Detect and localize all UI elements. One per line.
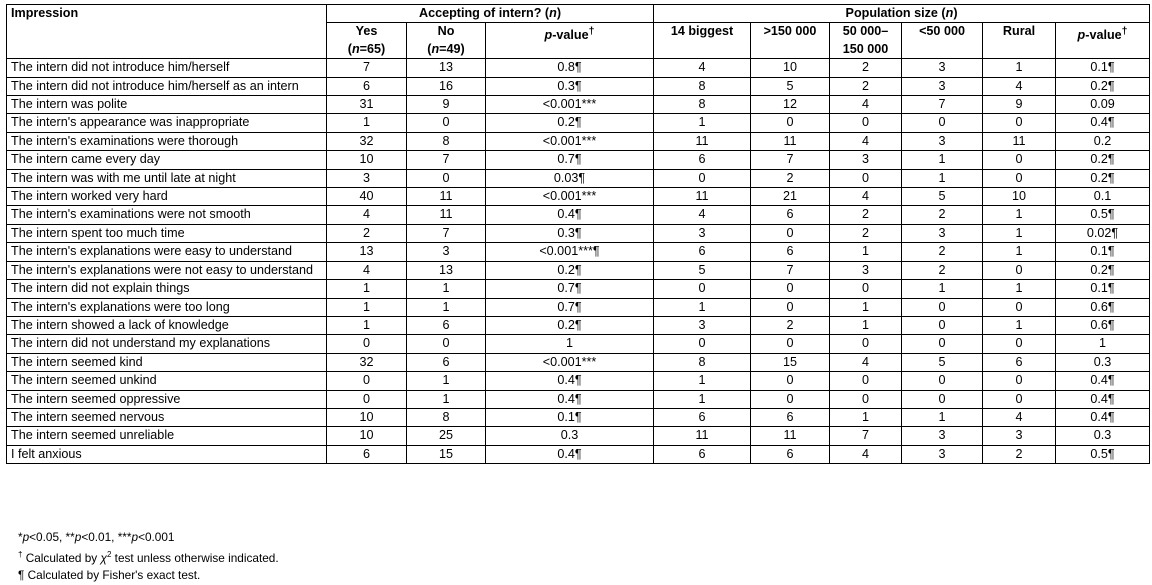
- value-cell: 0: [983, 372, 1056, 390]
- impression-cell: The intern's examinations were thorough: [7, 132, 327, 150]
- value-cell: 3: [902, 427, 983, 445]
- value-cell: 10: [327, 427, 407, 445]
- value-cell: 1: [407, 298, 486, 316]
- value-cell: 3: [902, 59, 983, 77]
- value-cell: 0: [983, 151, 1056, 169]
- value-cell: 4: [830, 353, 902, 371]
- value-cell: 25: [407, 427, 486, 445]
- value-cell: 0: [902, 298, 983, 316]
- value-cell: 6: [751, 206, 830, 224]
- footnotes: [18, 529, 279, 585]
- value-cell: 1: [654, 372, 751, 390]
- value-cell: 0: [830, 114, 902, 132]
- value-cell: 2: [830, 206, 902, 224]
- value-cell: <0.001***: [486, 188, 654, 206]
- impression-cell: The intern did not explain things: [7, 280, 327, 298]
- value-cell: 2: [830, 77, 902, 95]
- value-cell: 0.02¶: [1056, 224, 1150, 242]
- value-cell: 15: [407, 445, 486, 463]
- table-row: [7, 96, 1150, 114]
- table-row: [7, 114, 1150, 132]
- value-cell: 0: [983, 114, 1056, 132]
- value-cell: 1: [486, 335, 654, 353]
- value-cell: 0.4¶: [1056, 114, 1150, 132]
- value-cell: 2: [902, 243, 983, 261]
- value-cell: 6: [654, 243, 751, 261]
- value-cell: 11: [654, 427, 751, 445]
- value-cell: 1: [902, 151, 983, 169]
- value-cell: 10: [327, 151, 407, 169]
- footnote-significance: *p<0.05, **p<0.01, ***p<0.001: [18, 530, 175, 544]
- value-cell: 0: [751, 224, 830, 242]
- table-row: [7, 445, 1150, 463]
- value-cell: 10: [327, 408, 407, 426]
- biggest14-header: 14 biggest: [654, 23, 751, 59]
- rural-header: Rural: [983, 23, 1056, 59]
- value-cell: 0: [327, 372, 407, 390]
- value-cell: 8: [407, 132, 486, 150]
- impression-cell: The intern was with me until late at night: [7, 169, 327, 187]
- impression-cell: The intern seemed unreliable: [7, 427, 327, 445]
- impression-cell: The intern came every day: [7, 151, 327, 169]
- impression-cell: The intern showed a lack of knowledge: [7, 316, 327, 334]
- value-cell: 1: [654, 114, 751, 132]
- impression-cell: The intern's explanations were not easy to understand: [7, 261, 327, 279]
- value-cell: 4: [654, 59, 751, 77]
- value-cell: 0: [830, 335, 902, 353]
- value-cell: 0.4¶: [1056, 390, 1150, 408]
- value-cell: 4: [830, 96, 902, 114]
- value-cell: 1: [654, 298, 751, 316]
- value-cell: 4: [654, 206, 751, 224]
- value-cell: 2: [830, 224, 902, 242]
- value-cell: 1: [983, 316, 1056, 334]
- value-cell: 5: [902, 188, 983, 206]
- value-cell: 2: [983, 445, 1056, 463]
- value-cell: 6: [327, 445, 407, 463]
- impression-cell: The intern seemed oppressive: [7, 390, 327, 408]
- value-cell: 1: [830, 408, 902, 426]
- value-cell: 0: [407, 335, 486, 353]
- value-cell: 2: [327, 224, 407, 242]
- value-cell: 3: [902, 445, 983, 463]
- table-row: [7, 151, 1150, 169]
- impression-cell: The intern seemed nervous: [7, 408, 327, 426]
- value-cell: 0.6¶: [1056, 316, 1150, 334]
- value-cell: 0: [902, 114, 983, 132]
- value-cell: 4: [830, 132, 902, 150]
- value-cell: 11: [751, 427, 830, 445]
- value-cell: 0.2¶: [1056, 151, 1150, 169]
- table-row: [7, 353, 1150, 371]
- footnote-chi2: † Calculated by $\chi^2$ test unless otherwise indicated.: [18, 550, 279, 566]
- 50k-150k-header: 50 000– 150 000: [830, 23, 902, 59]
- value-cell: 0.3: [1056, 353, 1150, 371]
- value-cell: 13: [327, 243, 407, 261]
- value-cell: 3: [654, 316, 751, 334]
- table-row: [7, 427, 1150, 445]
- value-cell: 16: [407, 77, 486, 95]
- value-cell: 40: [327, 188, 407, 206]
- value-cell: 1: [830, 298, 902, 316]
- table-row: [7, 390, 1150, 408]
- value-cell: 0.4¶: [486, 445, 654, 463]
- value-cell: 3: [407, 243, 486, 261]
- value-cell: 9: [407, 96, 486, 114]
- value-cell: 0: [983, 390, 1056, 408]
- value-cell: 1: [1056, 335, 1150, 353]
- value-cell: 0: [830, 280, 902, 298]
- value-cell: 6: [751, 408, 830, 426]
- table-row: [7, 132, 1150, 150]
- value-cell: 0.4¶: [1056, 408, 1150, 426]
- value-cell: 0.2¶: [486, 316, 654, 334]
- value-cell: 7: [407, 224, 486, 242]
- impression-cell: The intern seemed unkind: [7, 372, 327, 390]
- value-cell: 3: [830, 261, 902, 279]
- value-cell: 1: [983, 243, 1056, 261]
- value-cell: 0: [751, 372, 830, 390]
- value-cell: 6: [407, 316, 486, 334]
- value-cell: 3: [327, 169, 407, 187]
- value-cell: 0.03¶: [486, 169, 654, 187]
- value-cell: 2: [751, 169, 830, 187]
- value-cell: 5: [902, 353, 983, 371]
- value-cell: 7: [751, 151, 830, 169]
- table-row: [7, 408, 1150, 426]
- value-cell: 0.3¶: [486, 77, 654, 95]
- value-cell: 3: [902, 132, 983, 150]
- value-cell: 7: [751, 261, 830, 279]
- value-cell: 21: [751, 188, 830, 206]
- value-cell: 15: [751, 353, 830, 371]
- lt50k-header: <50 000: [902, 23, 983, 59]
- value-cell: 12: [751, 96, 830, 114]
- accepting-group-header: Accepting of intern? (n): [327, 5, 654, 23]
- value-cell: 0: [830, 372, 902, 390]
- value-cell: 8: [654, 353, 751, 371]
- value-cell: 0: [407, 169, 486, 187]
- no-header: No (n=49): [407, 23, 486, 59]
- value-cell: 0.5¶: [1056, 445, 1150, 463]
- impression-header: Impression: [7, 5, 327, 59]
- value-cell: 11: [751, 132, 830, 150]
- pvalue-header-2: p-value†: [1056, 23, 1150, 59]
- value-cell: 0.09: [1056, 96, 1150, 114]
- value-cell: 1: [983, 224, 1056, 242]
- value-cell: 5: [654, 261, 751, 279]
- value-cell: 0.1¶: [1056, 59, 1150, 77]
- value-cell: 3: [830, 151, 902, 169]
- value-cell: 4: [983, 408, 1056, 426]
- value-cell: 11: [654, 188, 751, 206]
- table-row: [7, 224, 1150, 242]
- impression-cell: The intern worked very hard: [7, 188, 327, 206]
- value-cell: 0: [830, 169, 902, 187]
- gt150k-header: >150 000: [751, 23, 830, 59]
- value-cell: 0: [830, 390, 902, 408]
- table-row: [7, 77, 1150, 95]
- value-cell: 2: [902, 206, 983, 224]
- value-cell: 0: [751, 335, 830, 353]
- value-cell: 11: [407, 206, 486, 224]
- value-cell: 6: [327, 77, 407, 95]
- table-row: [7, 298, 1150, 316]
- value-cell: 1: [830, 316, 902, 334]
- value-cell: 0: [751, 114, 830, 132]
- table-body: [7, 59, 1150, 464]
- value-cell: 1: [407, 372, 486, 390]
- value-cell: 0.4¶: [486, 372, 654, 390]
- value-cell: 4: [327, 206, 407, 224]
- value-cell: 0.1¶: [1056, 280, 1150, 298]
- impression-cell: The intern's explanations were easy to understand: [7, 243, 327, 261]
- value-cell: 8: [654, 77, 751, 95]
- value-cell: 0.1¶: [1056, 243, 1150, 261]
- table-row: [7, 372, 1150, 390]
- value-cell: 7: [830, 427, 902, 445]
- value-cell: 6: [654, 408, 751, 426]
- value-cell: 0.2: [1056, 132, 1150, 150]
- value-cell: 4: [983, 77, 1056, 95]
- value-cell: 2: [751, 316, 830, 334]
- value-cell: 10: [751, 59, 830, 77]
- value-cell: 6: [751, 445, 830, 463]
- value-cell: 0.5¶: [1056, 206, 1150, 224]
- value-cell: 0: [327, 390, 407, 408]
- value-cell: 1: [327, 316, 407, 334]
- value-cell: 31: [327, 96, 407, 114]
- value-cell: 2: [902, 261, 983, 279]
- table-row: [7, 59, 1150, 77]
- value-cell: 0.7¶: [486, 298, 654, 316]
- table-row: [7, 335, 1150, 353]
- value-cell: 0: [983, 169, 1056, 187]
- value-cell: 1: [654, 390, 751, 408]
- value-cell: 0: [902, 372, 983, 390]
- value-cell: 1: [327, 280, 407, 298]
- value-cell: 4: [830, 188, 902, 206]
- value-cell: 0.3: [1056, 427, 1150, 445]
- value-cell: 0: [751, 298, 830, 316]
- value-cell: 5: [751, 77, 830, 95]
- value-cell: 1: [902, 169, 983, 187]
- value-cell: 0: [983, 335, 1056, 353]
- value-cell: 32: [327, 353, 407, 371]
- value-cell: 0.1: [1056, 188, 1150, 206]
- value-cell: 1: [902, 280, 983, 298]
- header-row-groups: [7, 5, 1150, 23]
- value-cell: 3: [902, 77, 983, 95]
- impression-cell: The intern was polite: [7, 96, 327, 114]
- value-cell: 4: [830, 445, 902, 463]
- value-cell: 7: [902, 96, 983, 114]
- value-cell: 11: [983, 132, 1056, 150]
- value-cell: 0: [902, 390, 983, 408]
- value-cell: 1: [327, 298, 407, 316]
- table-row: [7, 316, 1150, 334]
- value-cell: 0.2¶: [486, 261, 654, 279]
- value-cell: 0.3¶: [486, 224, 654, 242]
- value-cell: 0: [983, 298, 1056, 316]
- impression-cell: The intern's appearance was inappropriate: [7, 114, 327, 132]
- impression-cell: The intern did not introduce him/herself: [7, 59, 327, 77]
- value-cell: 1: [983, 280, 1056, 298]
- value-cell: 9: [983, 96, 1056, 114]
- value-cell: 0: [654, 335, 751, 353]
- value-cell: 0.2¶: [486, 114, 654, 132]
- value-cell: 1: [407, 280, 486, 298]
- value-cell: 1: [407, 390, 486, 408]
- population-group-header: Population size (n): [654, 5, 1150, 23]
- value-cell: 0: [751, 390, 830, 408]
- value-cell: 0: [327, 335, 407, 353]
- value-cell: 10: [983, 188, 1056, 206]
- footnote-fisher: ¶ Calculated by Fisher's exact test.: [18, 568, 201, 583]
- value-cell: 0: [902, 335, 983, 353]
- value-cell: 8: [407, 408, 486, 426]
- value-cell: 2: [830, 59, 902, 77]
- impression-cell: The intern's explanations were too long: [7, 298, 327, 316]
- value-cell: 0: [983, 261, 1056, 279]
- value-cell: 6: [983, 353, 1056, 371]
- value-cell: 1: [830, 243, 902, 261]
- value-cell: <0.001***: [486, 96, 654, 114]
- value-cell: 0.2¶: [1056, 169, 1150, 187]
- value-cell: 13: [407, 261, 486, 279]
- value-cell: 6: [654, 151, 751, 169]
- value-cell: 7: [407, 151, 486, 169]
- value-cell: 0.6¶: [1056, 298, 1150, 316]
- impression-cell: The intern's examinations were not smooth: [7, 206, 327, 224]
- value-cell: <0.001***: [486, 353, 654, 371]
- value-cell: 0.3: [486, 427, 654, 445]
- value-cell: 1: [902, 408, 983, 426]
- value-cell: 0.2¶: [1056, 77, 1150, 95]
- value-cell: 3: [902, 224, 983, 242]
- value-cell: <0.001***: [486, 132, 654, 150]
- value-cell: 13: [407, 59, 486, 77]
- value-cell: 1: [983, 206, 1056, 224]
- pvalue-header-1: p-value†: [486, 23, 654, 59]
- value-cell: 0: [751, 280, 830, 298]
- table-row: [7, 206, 1150, 224]
- value-cell: 0.7¶: [486, 151, 654, 169]
- value-cell: <0.001***¶: [486, 243, 654, 261]
- value-cell: 0: [654, 169, 751, 187]
- table-row: [7, 261, 1150, 279]
- value-cell: 0.4¶: [1056, 372, 1150, 390]
- impressions-table: [6, 4, 1150, 464]
- value-cell: 0.1¶: [486, 408, 654, 426]
- value-cell: 3: [983, 427, 1056, 445]
- value-cell: 7: [327, 59, 407, 77]
- yes-header: Yes (n=65): [327, 23, 407, 59]
- table-row: [7, 169, 1150, 187]
- impression-cell: The intern spent too much time: [7, 224, 327, 242]
- value-cell: 11: [654, 132, 751, 150]
- value-cell: 6: [654, 445, 751, 463]
- value-cell: 1: [327, 114, 407, 132]
- impression-cell: I felt anxious: [7, 445, 327, 463]
- value-cell: 6: [407, 353, 486, 371]
- value-cell: 0.2¶: [1056, 261, 1150, 279]
- table-row: [7, 280, 1150, 298]
- value-cell: 0: [902, 316, 983, 334]
- value-cell: 4: [327, 261, 407, 279]
- value-cell: 0.4¶: [486, 206, 654, 224]
- value-cell: 0.8¶: [486, 59, 654, 77]
- value-cell: 0.7¶: [486, 280, 654, 298]
- table-row: [7, 243, 1150, 261]
- value-cell: 32: [327, 132, 407, 150]
- value-cell: 0: [407, 114, 486, 132]
- value-cell: 0.4¶: [486, 390, 654, 408]
- value-cell: 11: [407, 188, 486, 206]
- value-cell: 8: [654, 96, 751, 114]
- impression-cell: The intern did not introduce him/herself as an intern: [7, 77, 327, 95]
- impression-cell: The intern seemed kind: [7, 353, 327, 371]
- impression-cell: The intern did not understand my explanations: [7, 335, 327, 353]
- value-cell: 6: [751, 243, 830, 261]
- value-cell: 3: [654, 224, 751, 242]
- value-cell: 1: [983, 59, 1056, 77]
- table-row: [7, 188, 1150, 206]
- value-cell: 0: [654, 280, 751, 298]
